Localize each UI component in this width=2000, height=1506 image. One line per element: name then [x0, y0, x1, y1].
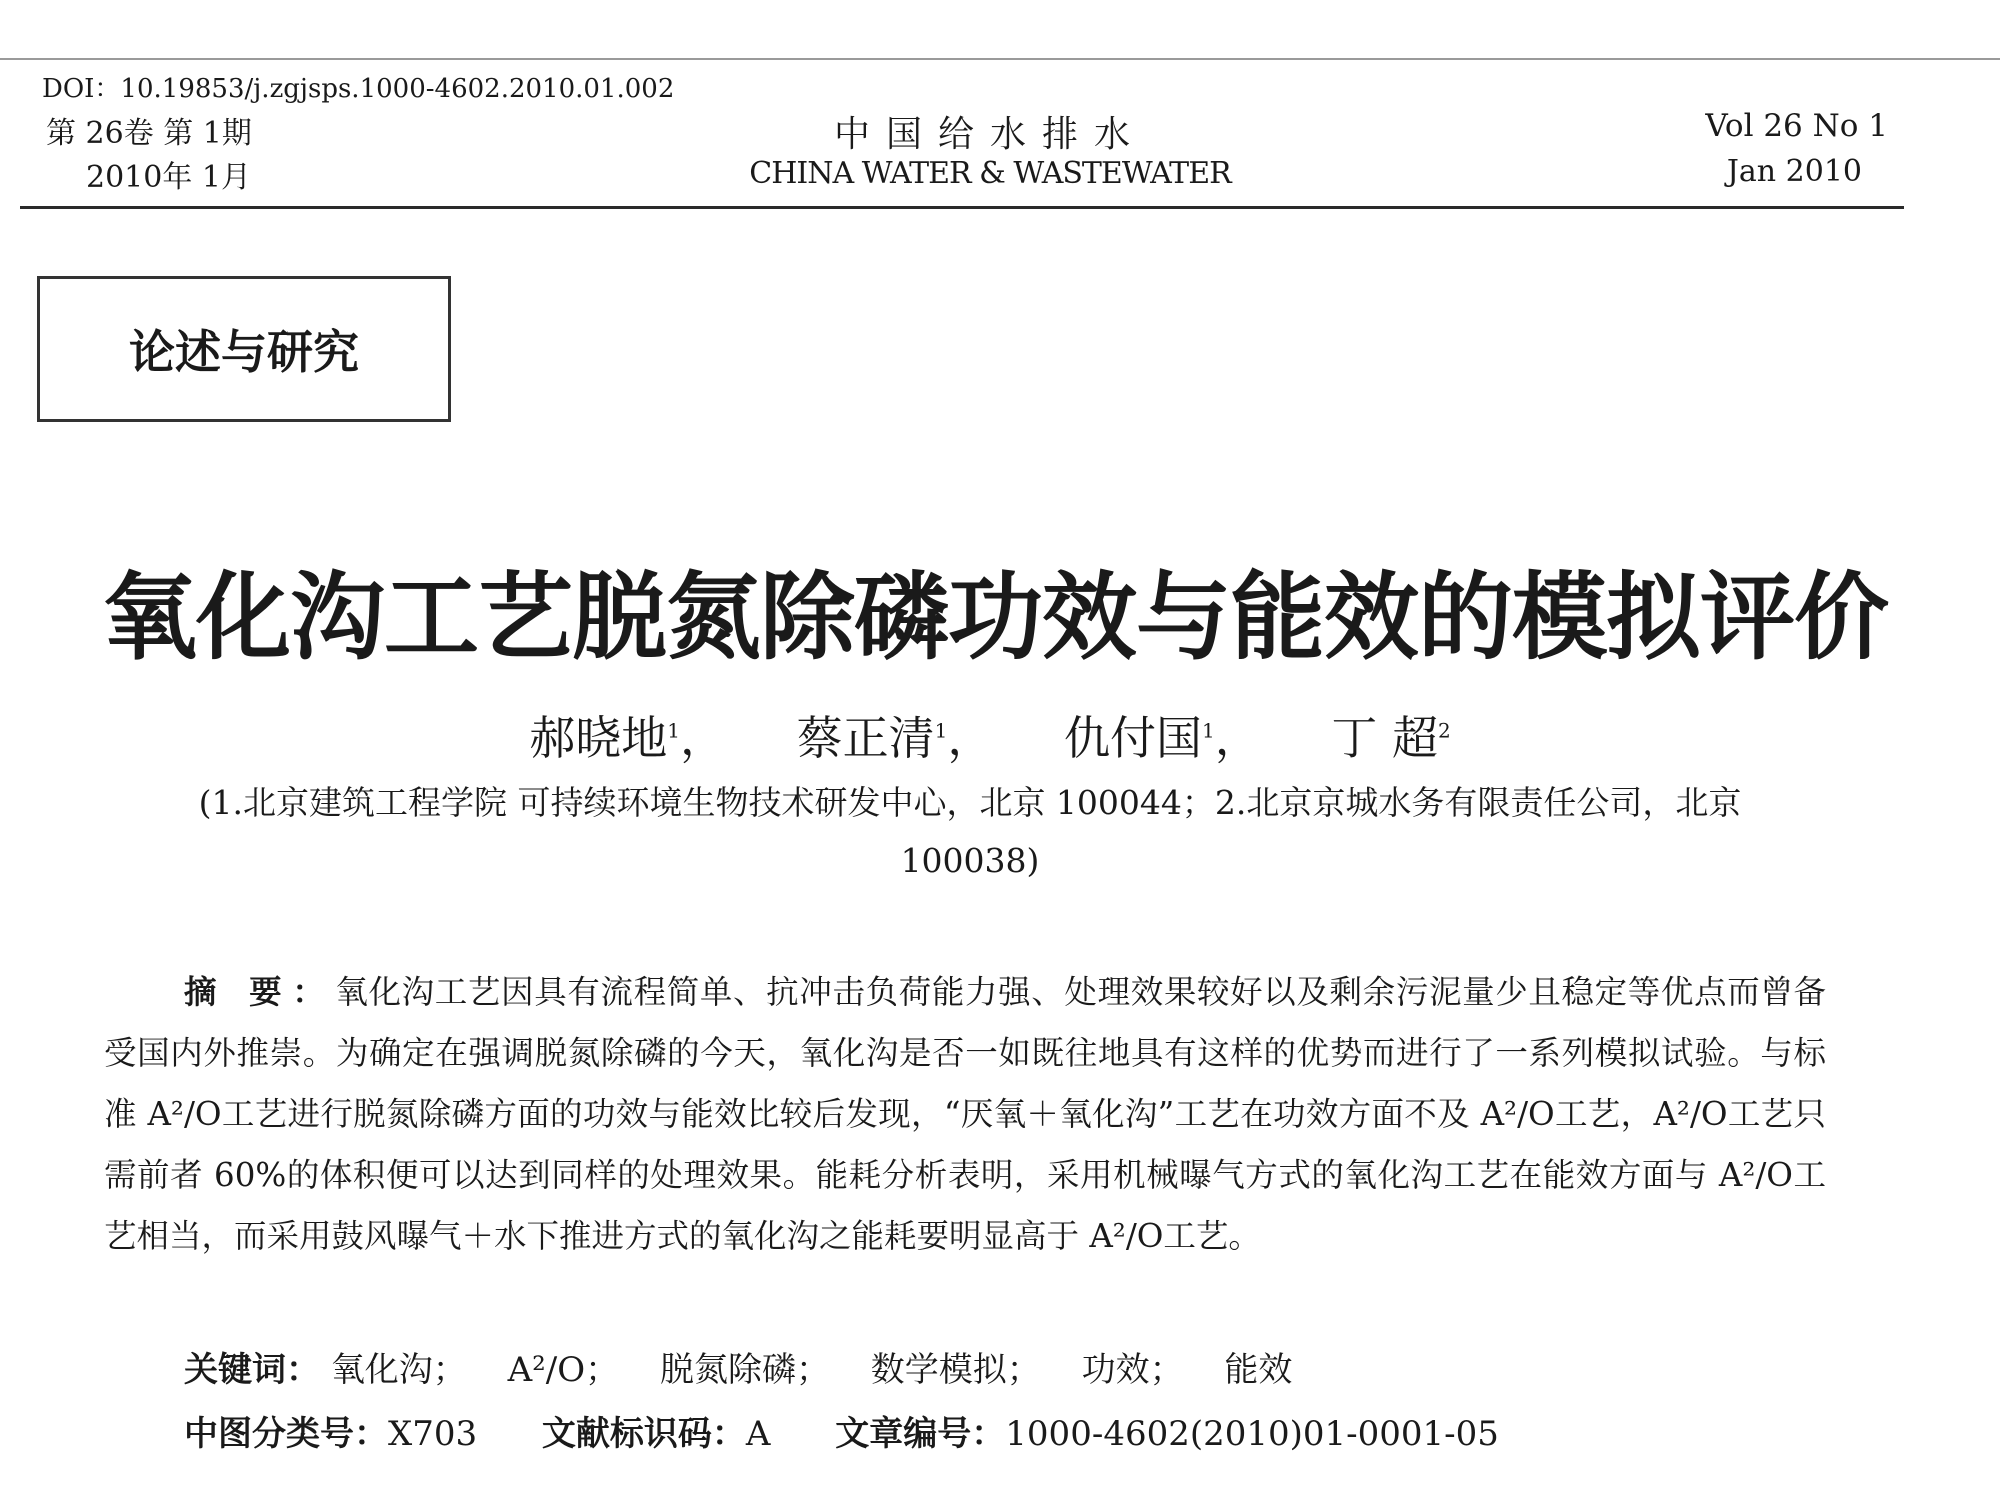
abstract-label: 摘 要： [184, 973, 336, 1011]
keyword: 能效 [1224, 1350, 1293, 1390]
date-en: Jan 2010 [1726, 154, 1862, 189]
volume-cn: 第 26卷 第 1期 [46, 116, 252, 151]
date-cn: 2010年 1月 [86, 160, 251, 195]
classification-line [184, 1406, 1553, 1455]
keywords-label: 关键词： [184, 1350, 320, 1390]
section-label-box [37, 276, 451, 422]
abstract-text: 氧化沟工艺因具有流程简单、抗冲击负荷能力强、处理效果较好以及剩余污泥量少且稳定等优点而曾备受国内外推崇。为确定在强调脱氮除磷的今天，氧化沟是否一如既往地具有这样的优势而进行了一系列模拟试验。与标准 A²/O工艺进行脱氮除磷方面的功效与能效比较后发现，“厌氧＋氧化沟”工艺在功效方面不及 A²/O工艺，A²/O工艺只需前者 60%的体积便可以达到同样的处理效果。能耗分析表明，采用机械曝气方式的氧化沟工艺在能效方面与 A²/O工艺相当，而采用鼓风曝气＋水下推进方式的氧化沟之能耗要明显高于 A²/O工艺。 [104, 973, 1826, 1255]
clc-number: 中图分类号：X703 [184, 1414, 478, 1454]
journal-title-cn: 中国给水排水 [833, 114, 1146, 155]
document-code: 文献标识码：A [541, 1414, 771, 1454]
header-rule [20, 206, 1904, 209]
keyword: 脱氮除磷； [659, 1350, 830, 1390]
keyword: 功效； [1081, 1350, 1184, 1390]
volume-en: Vol 26 No 1 [1705, 108, 1888, 144]
keyword: 氧化沟； [330, 1350, 467, 1390]
affiliation: (1.北京建筑工程学院 可持续环境生物技术研发中心，北京 100044；2.北京京城水务有限责任公司，北京 100038) [198, 783, 1742, 880]
abstract [104, 962, 1826, 1267]
keyword: 数学模拟； [870, 1350, 1041, 1390]
journal-title-en: CHINA WATER & WASTEWATER [749, 156, 1231, 191]
author-list [0, 702, 1980, 768]
keyword: A²/O； [507, 1350, 620, 1390]
top-rule [0, 58, 2000, 60]
section-label: 论述与研究 [129, 325, 359, 379]
author: 仇付国$^1$， [1064, 711, 1261, 765]
keywords-line [184, 1342, 1322, 1391]
author: 蔡正清$^1$， [796, 711, 994, 765]
article-number: 文章编号：1000-4602(2010)01-0001-05 [835, 1414, 1499, 1454]
paper-title: 氧化沟工艺脱氮除磷功效与能效的模拟评价 [101, 563, 1888, 673]
author: 郝晓地$^1$， [529, 711, 727, 765]
author: 丁 超$^2$ [1331, 711, 1451, 765]
doi-line: DOI：10.19853/j.zgjsps.1000-4602.2010.01.002 [42, 74, 675, 104]
